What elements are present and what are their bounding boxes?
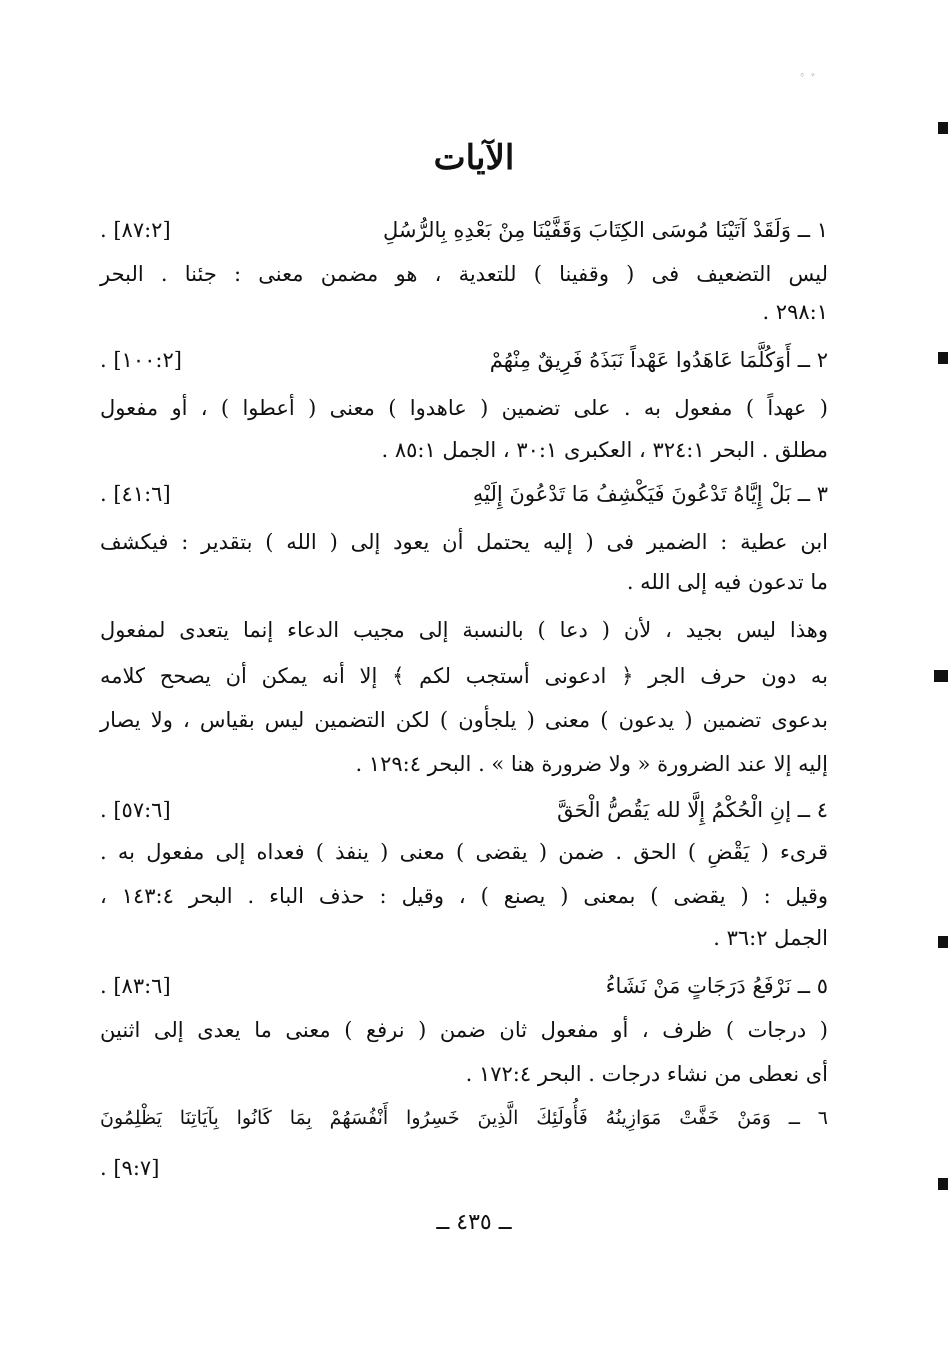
scan-edge-mark bbox=[938, 352, 948, 364]
verse-1-text: ١ ــ وَلَقَدْ آتَيْنَا مُوسَى الكِتَابَ وَقَفَّيْنَا مِنْ بَعْدِهِ بِالرُّسُلِ bbox=[383, 218, 828, 242]
verse-2-line bbox=[100, 340, 828, 380]
verse-1-ref: [٨٧:٢] . bbox=[100, 218, 171, 242]
commentary-line: ليس التضعيف فى ( وقفينا ) للتعدية ، هو مضمن معنى : جئنا . البحر bbox=[100, 262, 828, 286]
commentary-line: ( عهداً ) مفعول به . على تضمين ( عاهدوا ) معنى ( أعطوا ) ، أو مفعول bbox=[100, 396, 828, 420]
verse-1-line bbox=[100, 210, 828, 250]
scan-edge-mark bbox=[934, 670, 948, 682]
commentary-line: به دون حرف الجر ﴿ ادعونى أستجب لكم ﴾ إلا أنه يمكن أن يصحح كلامه bbox=[100, 664, 828, 688]
commentary-line: وهذا ليس بجيد ، لأن ( دعا ) بالنسبة إلى مجيب الدعاء إنما يتعدى لمفعول bbox=[100, 618, 828, 642]
page-number: ــ ٤٣٥ ــ bbox=[436, 1210, 512, 1235]
commentary-line: بدعوى تضمين ( يدعون ) معنى ( يلجأون ) لكن التضمين ليس بقياس ، ولا يصار bbox=[100, 708, 828, 732]
scan-edge-mark bbox=[938, 1178, 948, 1190]
scan-edge-mark bbox=[938, 122, 948, 134]
verse-3-line bbox=[100, 474, 828, 514]
commentary-line: وقيل : ( يقضى ) بمعنى ( يصنع ) ، وقيل : حذف الباء . البحر ١٤٣:٤ ، bbox=[100, 884, 829, 908]
commentary-line: ما تدعون فيه إلى الله . bbox=[626, 570, 828, 594]
commentary-line: إليه إلا عند الضرورة « ولا ضرورة هنا » . البحر ١٢٩:٤ . bbox=[355, 752, 828, 776]
verse-2-ref: [١٠٠:٢] . bbox=[100, 348, 182, 372]
verse-4-text: ٤ ــ إنِ الْحُكْمُ إِلَّا لله يَقُصُّ الْحَقَّ bbox=[557, 798, 828, 822]
scan-smudge: ﾟ ﾞ bbox=[800, 73, 818, 89]
commentary-line: أى نعطى من نشاء درجات . البحر ١٧٢:٤ . bbox=[465, 1062, 828, 1086]
verse-4-ref: [٥٧:٦] . bbox=[100, 798, 171, 822]
commentary-line: الجمل ٣٦:٢ . bbox=[713, 926, 828, 950]
scan-edge-mark bbox=[938, 936, 948, 948]
verse-5-ref: [٨٣:٦] . bbox=[100, 974, 171, 998]
verse-6-text: ٦ ــ وَمَنْ خَفَّتْ مَوَازِينُهُ فَأُولَئِكَ الَّذِينَ خَسِرُوا أَنْفُسَهُمْ بِمَا كَانُوا بِآيَاتِنَا يَظْلِمُونَ bbox=[100, 1107, 828, 1129]
page-title: الآيات bbox=[433, 138, 515, 178]
commentary-line: ابن عطية : الضمير فى ( إليه يحتمل أن يعود إلى ( الله ) بتقدير : فيكشف bbox=[100, 530, 828, 554]
verse-3-text: ٣ ــ بَلْ إِيَّاهُ تَدْعُونَ فَيَكْشِفُ مَا تَدْعُونَ إِلَيْهِ bbox=[472, 482, 828, 506]
verse-3-ref: [٤١:٦] . bbox=[100, 482, 171, 506]
verse-5-text: ٥ ــ نَرْفَعُ دَرَجَاتٍ مَنْ نَشَاءُ bbox=[605, 974, 828, 998]
verse-4-line bbox=[100, 790, 828, 830]
commentary-line: ( درجات ) ظرف ، أو مفعول ثان ضمن ( نرفع ) معنى ما يعدى إلى اثنين bbox=[100, 1018, 828, 1042]
commentary-line: ٢٩٨:١ . bbox=[762, 300, 828, 324]
verse-5-line bbox=[100, 966, 828, 1006]
verse-6-ref: [٩:٧] . bbox=[100, 1156, 160, 1180]
commentary-line: مطلق . البحر ٣٢٤:١ ، العكبرى ٣٠:١ ، الجمل ٨٥:١ . bbox=[381, 438, 828, 462]
commentary-line: قرىء ( يَقْضِ ) الحق . ضمن ( يقضى ) معنى ( ينفذ ) فعداه إلى مفعول به . bbox=[100, 840, 828, 864]
verse-2-text: ٢ ــ أَوَكُلَّمَا عَاهَدُوا عَهْداً نَبَذَهُ فَرِيقٌ مِنْهُمْ bbox=[489, 348, 828, 372]
